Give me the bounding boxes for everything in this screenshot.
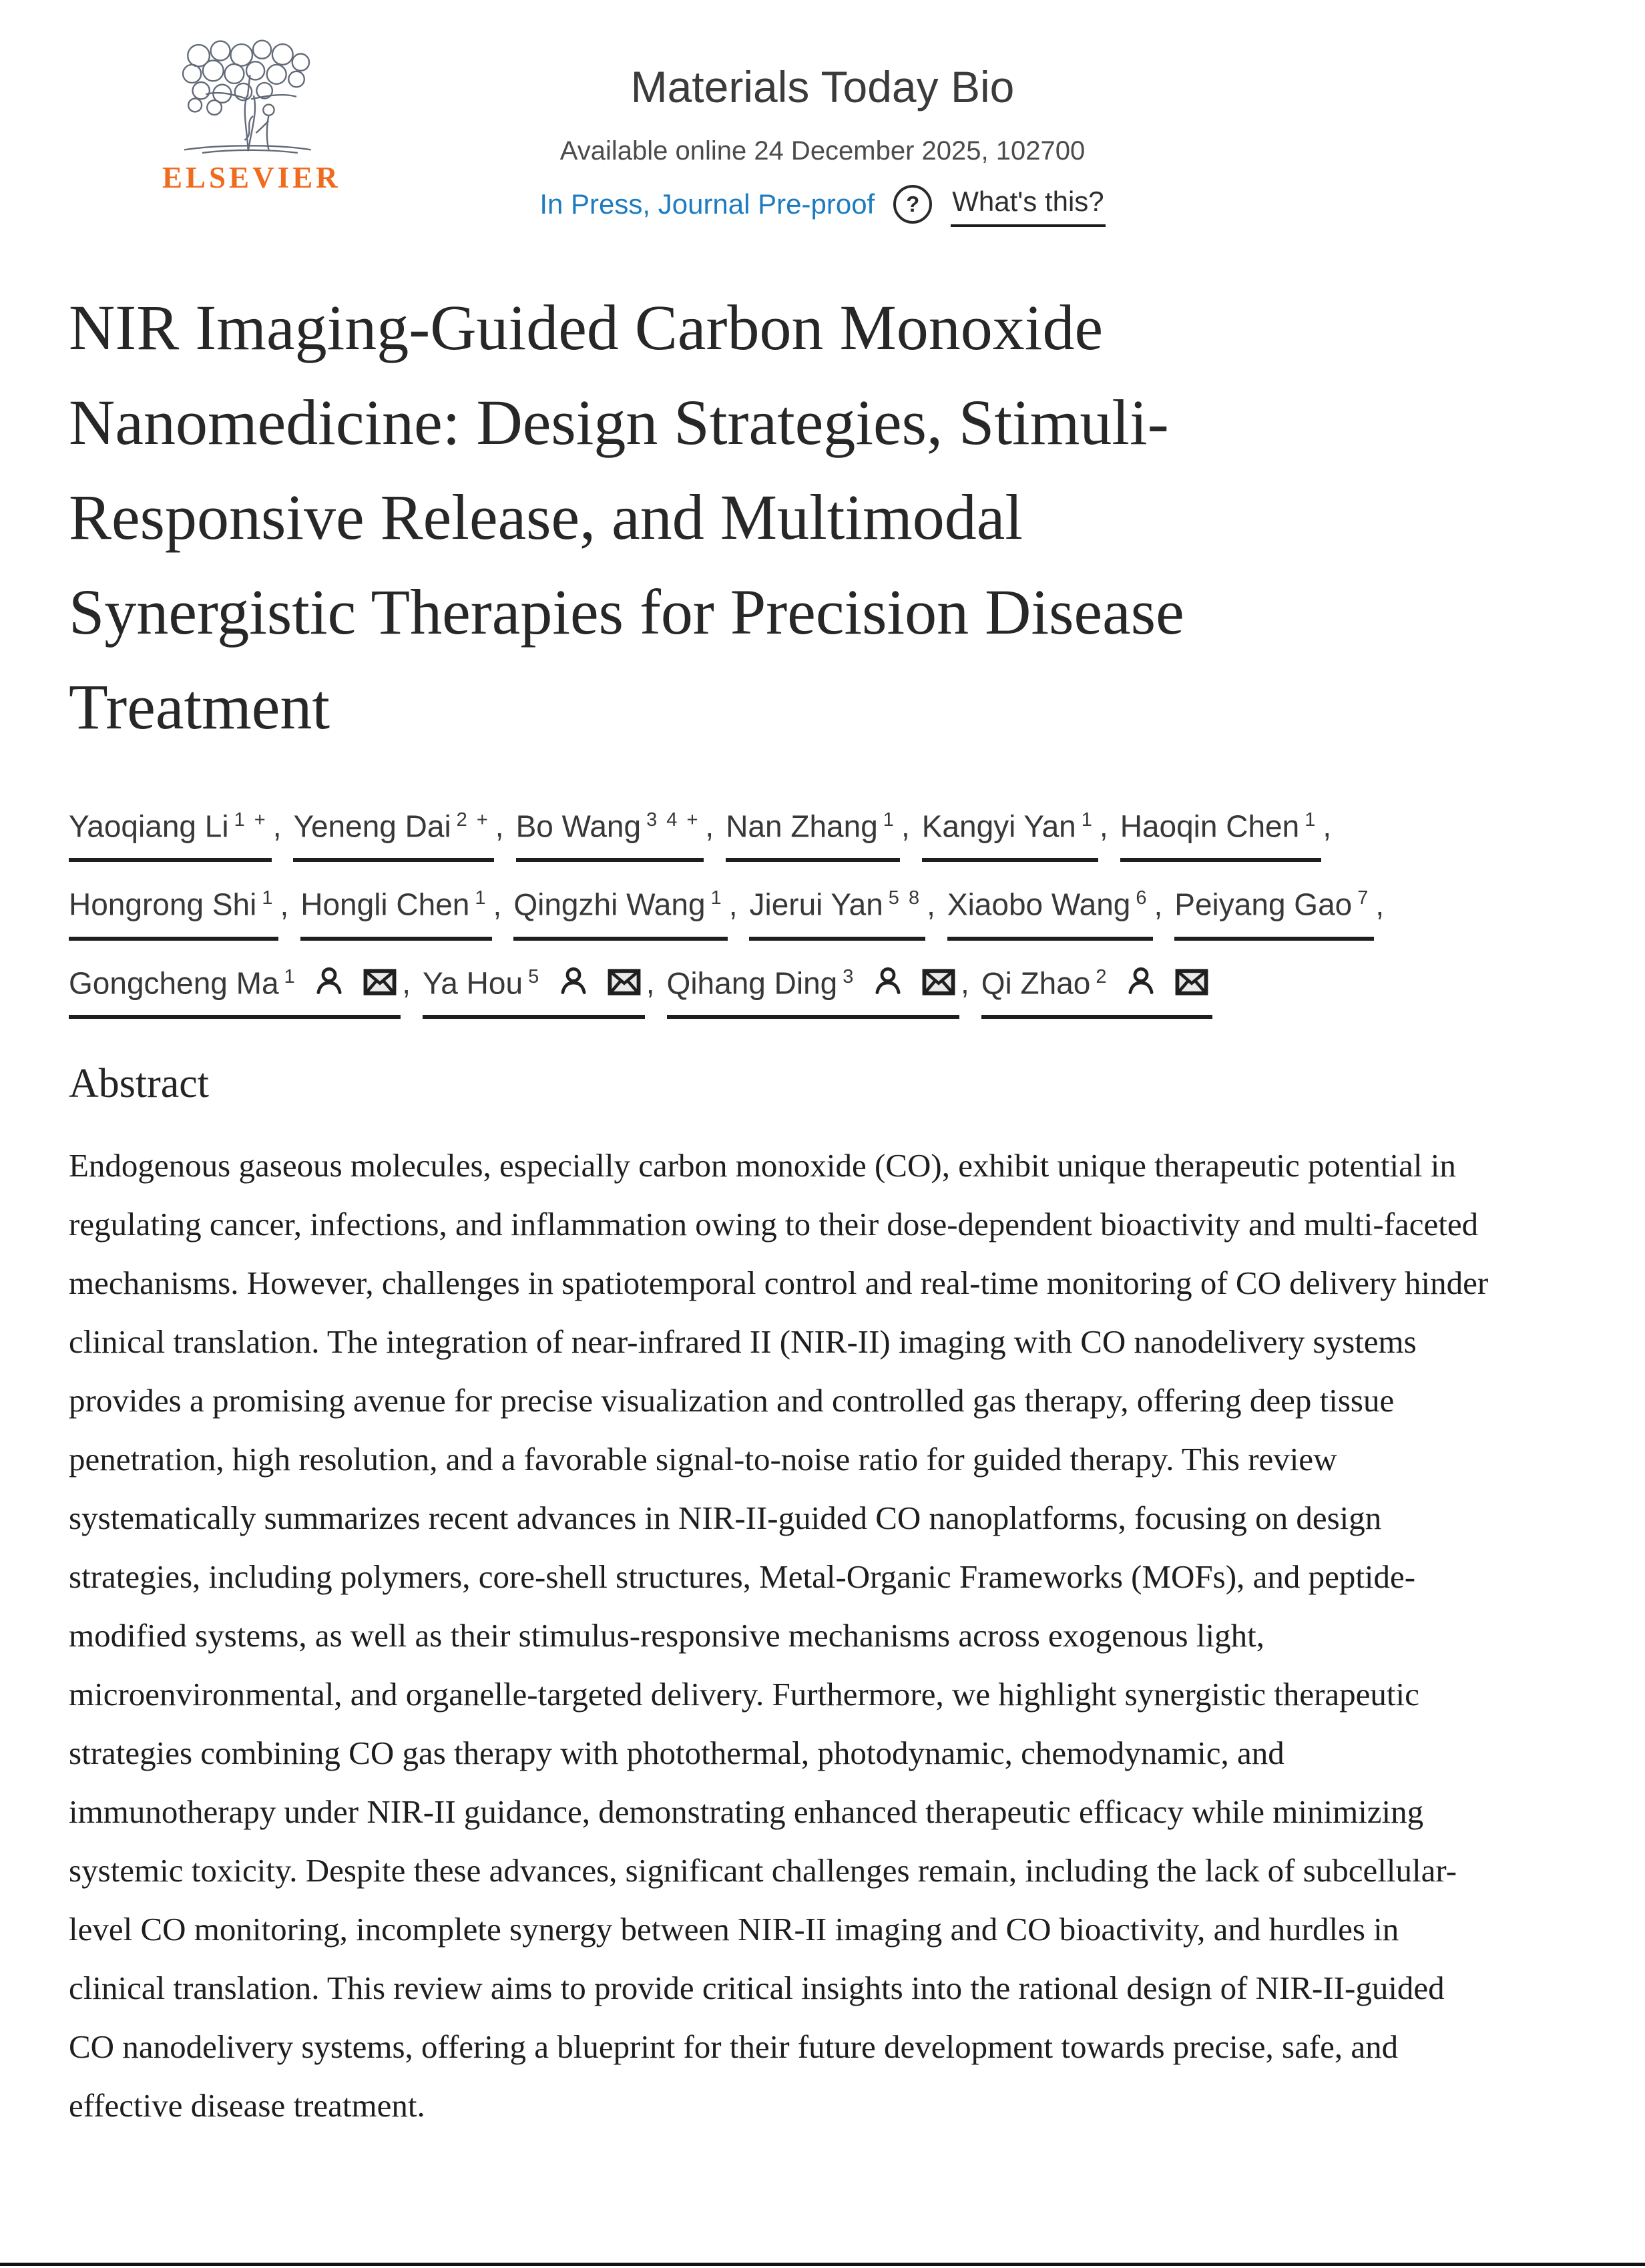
elsevier-wordmark: ELSEVIER bbox=[162, 161, 341, 194]
author-line bbox=[69, 950, 1585, 1019]
author-separator: , bbox=[495, 809, 504, 844]
author-affiliation-superscript: 3 bbox=[843, 965, 856, 987]
author-affiliation-superscript: 7 bbox=[1357, 887, 1371, 909]
author-affiliation-superscript: 1 bbox=[262, 887, 275, 909]
person-icon[interactable] bbox=[1126, 965, 1156, 996]
author-link[interactable] bbox=[981, 955, 1212, 1019]
article-title-line: NIR Imaging-Guided Carbon Monoxide bbox=[69, 292, 1104, 363]
author-name: Kangyi Yan bbox=[921, 809, 1076, 844]
article-title-line: Treatment bbox=[69, 671, 330, 742]
author-line bbox=[69, 871, 1585, 940]
author-link[interactable] bbox=[922, 799, 1098, 862]
section-divider bbox=[0, 2263, 1645, 2266]
author-separator: , bbox=[493, 887, 502, 922]
author-separator: , bbox=[402, 965, 411, 1000]
author-separator: , bbox=[280, 887, 289, 922]
person-icon[interactable] bbox=[314, 965, 344, 996]
elsevier-logo[interactable] bbox=[162, 33, 341, 195]
author-separator: , bbox=[728, 887, 738, 922]
author-affiliation-superscript: 3 4 + bbox=[646, 809, 700, 831]
author-name: Haoqin Chen bbox=[1120, 809, 1300, 844]
author-name: Yaoqiang Li bbox=[69, 809, 229, 844]
article-title-line: Nanomedicine: Design Strategies, Stimuli- bbox=[69, 387, 1169, 458]
author-affiliation-superscript: 2 + bbox=[456, 809, 490, 831]
corresponding-author-icons bbox=[873, 961, 955, 1004]
article-title bbox=[69, 280, 1578, 754]
journal-title-link[interactable]: Materials Today Bio bbox=[630, 62, 1015, 111]
author-name: Qingzhi Wang bbox=[513, 887, 706, 922]
page-header bbox=[0, 0, 1645, 227]
author-separator: , bbox=[1154, 887, 1163, 922]
author-separator: , bbox=[901, 809, 910, 844]
author-affiliation-superscript: 1 + bbox=[234, 809, 268, 831]
author-link[interactable] bbox=[293, 799, 493, 862]
envelope-icon[interactable] bbox=[922, 968, 955, 996]
author-link[interactable] bbox=[69, 877, 278, 940]
author-name: Qihang Ding bbox=[666, 965, 838, 1000]
author-name: Yeneng Dai bbox=[293, 809, 451, 844]
author-affiliation-superscript: 1 bbox=[475, 887, 488, 909]
author-link[interactable] bbox=[69, 955, 401, 1019]
author-affiliation-superscript: 1 bbox=[710, 887, 724, 909]
author-separator: , bbox=[1323, 809, 1332, 844]
author-link[interactable] bbox=[749, 877, 925, 940]
elsevier-tree-icon bbox=[162, 33, 330, 158]
corresponding-author-icons bbox=[314, 961, 397, 1004]
author-name: Jierui Yan bbox=[749, 887, 883, 922]
article-title-line: Synergistic Therapies for Precision Disease bbox=[69, 576, 1184, 648]
author-link[interactable] bbox=[726, 799, 900, 862]
author-affiliation-superscript: 1 bbox=[284, 965, 297, 987]
envelope-icon[interactable] bbox=[1175, 968, 1208, 996]
author-separator: , bbox=[272, 809, 282, 844]
author-name: Qi Zhao bbox=[981, 965, 1091, 1000]
whats-this-link[interactable]: What's this? bbox=[951, 182, 1105, 227]
author-link[interactable] bbox=[667, 955, 959, 1019]
author-name: Bo Wang bbox=[515, 809, 642, 844]
in-press-link[interactable]: In Press, Journal Pre-proof bbox=[539, 188, 875, 220]
author-affiliation-superscript: 5 bbox=[528, 965, 541, 987]
author-affiliation-superscript: 2 bbox=[1096, 965, 1109, 987]
abstract-heading: Abstract bbox=[69, 1060, 210, 1106]
author-affiliation-superscript: 5 8 bbox=[888, 887, 922, 909]
available-online-line: Available online 24 December 2025, 102700 bbox=[559, 136, 1086, 166]
author-link[interactable] bbox=[1174, 877, 1374, 940]
author-name: Gongcheng Ma bbox=[69, 965, 279, 1000]
author-name: Xiaobo Wang bbox=[947, 887, 1131, 922]
question-circle-icon[interactable]: ? bbox=[893, 185, 932, 224]
author-separator: , bbox=[646, 965, 655, 1000]
author-link[interactable] bbox=[69, 799, 272, 862]
article-title-line: Responsive Release, and Multimodal bbox=[69, 481, 1023, 553]
author-link[interactable] bbox=[947, 877, 1153, 940]
author-separator: , bbox=[960, 965, 969, 1000]
author-separator: , bbox=[1099, 809, 1108, 844]
author-affiliation-superscript: 1 bbox=[1305, 809, 1318, 831]
author-affiliation-superscript: 1 bbox=[1081, 809, 1094, 831]
author-separator: , bbox=[1375, 887, 1385, 922]
corresponding-author-icons bbox=[559, 961, 641, 1004]
author-name: Hongrong Shi bbox=[69, 887, 257, 922]
author-link[interactable] bbox=[423, 955, 645, 1019]
author-link[interactable] bbox=[516, 799, 704, 862]
author-name: Nan Zhang bbox=[726, 809, 878, 844]
person-icon[interactable] bbox=[559, 965, 588, 996]
author-name: Peiyang Gao bbox=[1174, 887, 1353, 922]
person-icon[interactable] bbox=[873, 965, 903, 996]
author-name: Ya Hou bbox=[423, 965, 523, 1000]
author-separator: , bbox=[705, 809, 714, 844]
author-affiliation-superscript: 1 bbox=[883, 809, 896, 831]
envelope-icon[interactable] bbox=[363, 968, 397, 996]
author-list bbox=[69, 793, 1585, 1019]
corresponding-author-icons bbox=[1126, 961, 1208, 1004]
author-name: Hongli Chen bbox=[300, 887, 470, 922]
author-separator: , bbox=[927, 887, 935, 922]
author-link[interactable] bbox=[513, 877, 727, 940]
author-line bbox=[69, 793, 1585, 862]
author-link[interactable] bbox=[1120, 799, 1322, 862]
author-affiliation-superscript: 6 bbox=[1136, 887, 1149, 909]
abstract-paragraph: Endogenous gaseous molecules, especially carbon monoxide (CO), exhibit unique therapeutic potential in regulating cancer, infections, and inflammation owing to their dose-dependent bioactivity and multi-faceted mechanisms. However, challenges in spatiotemporal control and real-time monitoring of CO delivery hinder clinical translation. The integration of near-infrared II (NIR-II) imaging with CO nanodelivery systems provides a promising avenue for precise visualization and controlled gas therapy, offering deep tissue penetration, high resolution, and a favorable signal-to-noise ratio for guided therapy. This review systematically summarizes recent advances in NIR-II-guided CO nanoplatforms, focusing on design strategies, including polymers, core-shell structures, Metal-Organic Frameworks (MOFs), and peptide-modified systems, as well as their stimulus-responsive mechanisms across exogenous light, microenvironmental, and organelle-targeted delivery. Furthermore, we highlight synergistic therapeutic strategies combining CO gas therapy with photothermal, photodynamic, chemodynamic, and immunotherapy under NIR-II guidance, demonstrating enhanced therapeutic efficacy while minimizing systemic toxicity. Despite these advances, significant challenges remain, including the lack of subcellular-level CO monitoring, incomplete synergy between NIR-II imaging and CO bioactivity, and hurdles in clinical translation. This review aims to provide critical insights into the rational design of NIR-II-guided CO nanodelivery systems, offering a blueprint for their future development towards precise, safe, and effective disease treatment. bbox=[69, 1146, 1489, 2124]
envelope-icon[interactable] bbox=[608, 968, 641, 996]
author-link[interactable] bbox=[300, 877, 491, 940]
